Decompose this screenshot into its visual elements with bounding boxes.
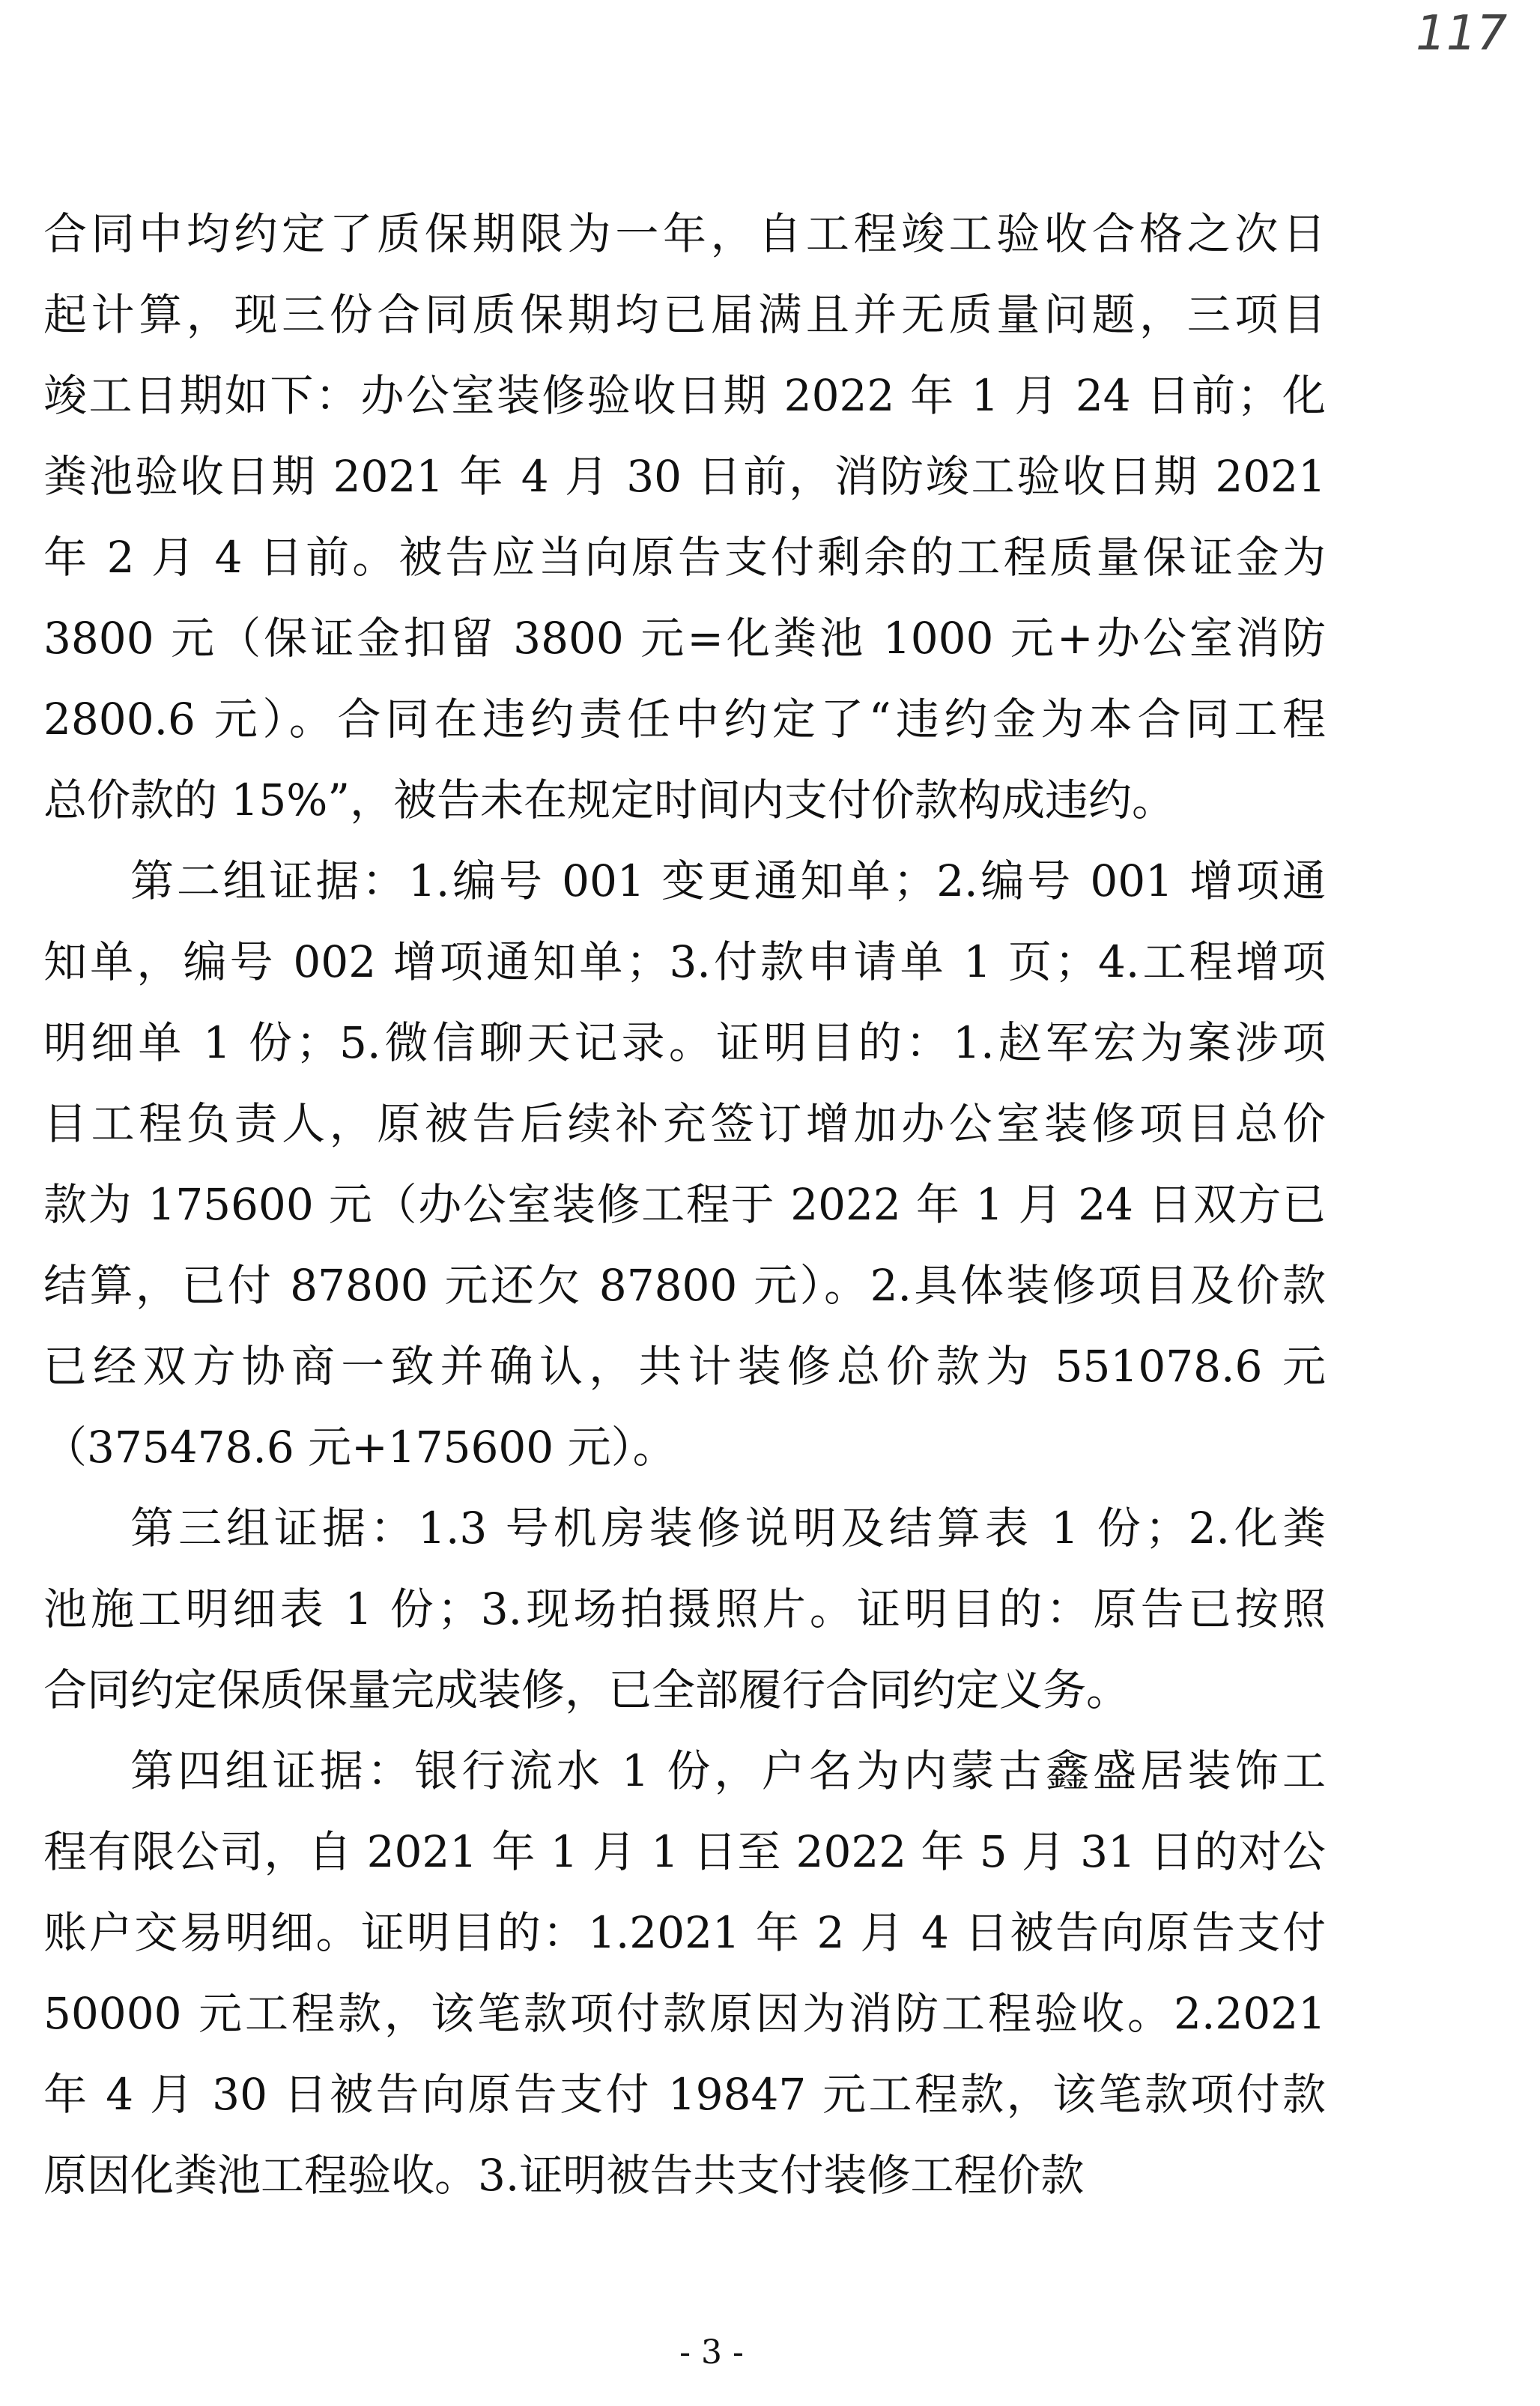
text-line: 已经双方协商一致并确认，共计装修总价款为 551078.6 元: [43, 1341, 1326, 1392]
paragraph: [43, 1730, 1326, 2216]
text-line: （375478.6 元+175600 元）。: [43, 1422, 676, 1473]
text-line: 第三组证据：1.3 号机房装修说明及结算表 1 份；2.化粪: [130, 1503, 1326, 1554]
text-line: 粪池验收日期 2021 年 4 月 30 日前，消防竣工验收日期 2021: [43, 451, 1326, 502]
text-line: 合同约定保质保量完成装修，已全部履行合同约定义务。: [43, 1664, 1130, 1715]
paragraph: [43, 1488, 1326, 1730]
text-line: 结算，已付 87800 元还欠 87800 元）。2.具体装修项目及价款: [43, 1260, 1326, 1311]
text-line: 第四组证据：银行流水 1 份，户名为内蒙古鑫盛居装饰工: [130, 1745, 1326, 1796]
text-line: 目工程负责人，原被告后续补充签订增加办公室装修项目总价: [43, 1098, 1326, 1149]
text-line: 2800.6 元）。合同在违约责任中约定了“违约金为本合同工程: [43, 694, 1326, 745]
text-line: 年 2 月 4 日前。被告应当向原告支付剩余的工程质量保证金为: [43, 532, 1326, 583]
text-line: 程有限公司，自 2021 年 1 月 1 日至 2022 年 5 月 31 日的对公: [43, 1826, 1326, 1877]
text-line: 原因化粪池工程验收。3.证明被告共支付装修工程价款: [43, 2150, 1085, 2201]
text-line: 3800 元（保证金扣留 3800 元=化粪池 1000 元+办公室消防: [43, 613, 1326, 664]
text-line: 总价款的 15%”，被告未在规定时间内支付价款构成违约。: [43, 775, 1176, 825]
text-line: 合同中均约定了质保期限为一年，自工程竣工验收合格之次日: [43, 208, 1326, 259]
text-line: 明细单 1 份；5.微信聊天记录。证明目的：1.赵军宏为案涉项: [43, 1017, 1326, 1068]
page-number: - 3 -: [679, 2333, 744, 2372]
paragraph: [43, 193, 1326, 840]
text-line: 起计算，现三份合同质保期均已届满且并无质量问题，三项目: [43, 289, 1326, 340]
text-line: 池施工明细表 1 份；3.现场拍摄照片。证明目的：原告已按照: [43, 1584, 1326, 1634]
text-line: 年 4 月 30 日被告向原告支付 19847 元工程款，该笔款项付款: [43, 2069, 1326, 2120]
text-line: 知单，编号 002 增项通知单；3.付款申请单 1 页；4.工程增项: [43, 936, 1326, 987]
text-line: 50000 元工程款，该笔款项付款原因为消防工程验收。2.2021: [43, 1988, 1326, 2039]
text-line: 第二组证据：1.编号 001 变更通知单；2.编号 001 增项通: [130, 855, 1326, 906]
paragraph: [43, 840, 1326, 1488]
document-body: [43, 193, 1326, 2216]
text-line: 竣工日期如下：办公室装修验收日期 2022 年 1 月 24 日前；化: [43, 370, 1326, 421]
text-line: 款为 175600 元（办公室装修工程于 2022 年 1 月 24 日双方已: [43, 1179, 1326, 1230]
handwritten-page-mark: 117: [1416, 6, 1508, 61]
text-line: 账户交易明细。证明目的：1.2021 年 2 月 4 日被告向原告支付: [43, 1907, 1326, 1958]
